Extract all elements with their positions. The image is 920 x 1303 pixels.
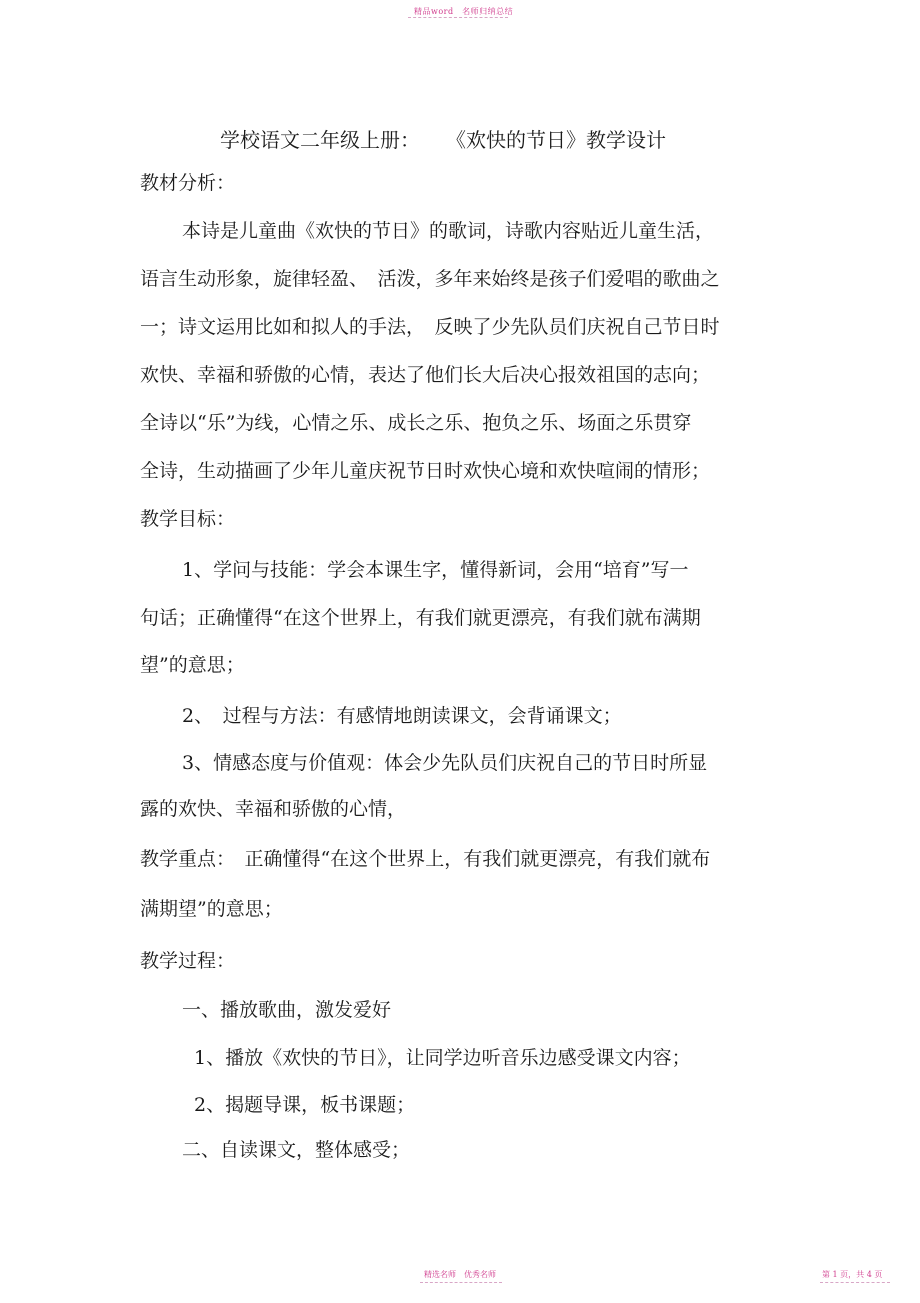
page-number: 第 1 页，共 4 页 [822, 1270, 883, 1279]
header-divider [408, 17, 508, 18]
footer-watermark: 精选名师 优秀名师 [424, 1270, 496, 1279]
footer-divider [420, 1282, 502, 1283]
footer-divider [820, 1282, 890, 1283]
paragraph-line: 教学重点： 正确懂得“在这个世界上，有我们就更漂亮，有我们就布 [140, 848, 711, 870]
paragraph-line: 句话；正确懂得“在这个世界上，有我们就更漂亮，有我们就布满期 [140, 607, 701, 629]
paragraph-line: 本诗是儿童曲《欢快的节日》的歌词，诗歌内容贴近儿童生活， [182, 220, 715, 242]
section-heading: 教学目标： [140, 508, 236, 530]
list-item: 2、揭题导课，板书课题； [194, 1094, 416, 1116]
paragraph-line: 全诗，生动描画了少年儿童庆祝节日时欢快心境和欢快喧闹的情形； [140, 460, 711, 482]
paragraph-line: 语言生动形象，旋律轻盈、 活泼，多年来始终是孩子们爱唱的歌曲之 [140, 268, 720, 290]
list-item: 一、播放歌曲，激发爱好 [182, 999, 392, 1021]
paragraph-line: 望”的意思； [140, 654, 245, 676]
paragraph-line: 全诗以“乐”为线，心情之乐、成长之乐、抱负之乐、场面之乐贯穿 [140, 412, 692, 434]
paragraph-line: 1、学问与技能：学会本课生字，懂得新词，会用“培育”写一 [182, 559, 689, 581]
paragraph-line: 一；诗文运用比如和拟人的手法， 反映了少先队员们庆祝自己节日时 [140, 316, 720, 338]
header-watermark: 精品word 名师归纳总结 [414, 7, 514, 16]
paragraph-line: 露的欢快、幸福和骄傲的心情， [140, 798, 407, 820]
document-title [220, 124, 666, 153]
list-item: 1、播放《欢快的节日》，让同学边听音乐边感受课文内容； [194, 1047, 691, 1069]
paragraph-line: 欢快、幸福和骄傲的心情，表达了他们长大后决心报效祖国的志向； [140, 364, 711, 386]
list-item: 二、自读课文，整体感受； [182, 1139, 411, 1161]
title-part-1: 学校语文二年级上册： [220, 128, 420, 152]
title-part-2: 《欢快的节日》教学设计 [446, 128, 666, 152]
paragraph-line: 满期望”的意思； [140, 898, 283, 920]
section-heading: 教材分析： [140, 172, 236, 194]
paragraph-line: 3、情感态度与价值观：体会少先队员们庆祝自己的节日时所显 [182, 752, 708, 774]
paragraph-line: 2、 过程与方法：有感情地朗读课文，会背诵课文； [182, 705, 622, 727]
section-heading: 教学过程： [140, 950, 236, 972]
